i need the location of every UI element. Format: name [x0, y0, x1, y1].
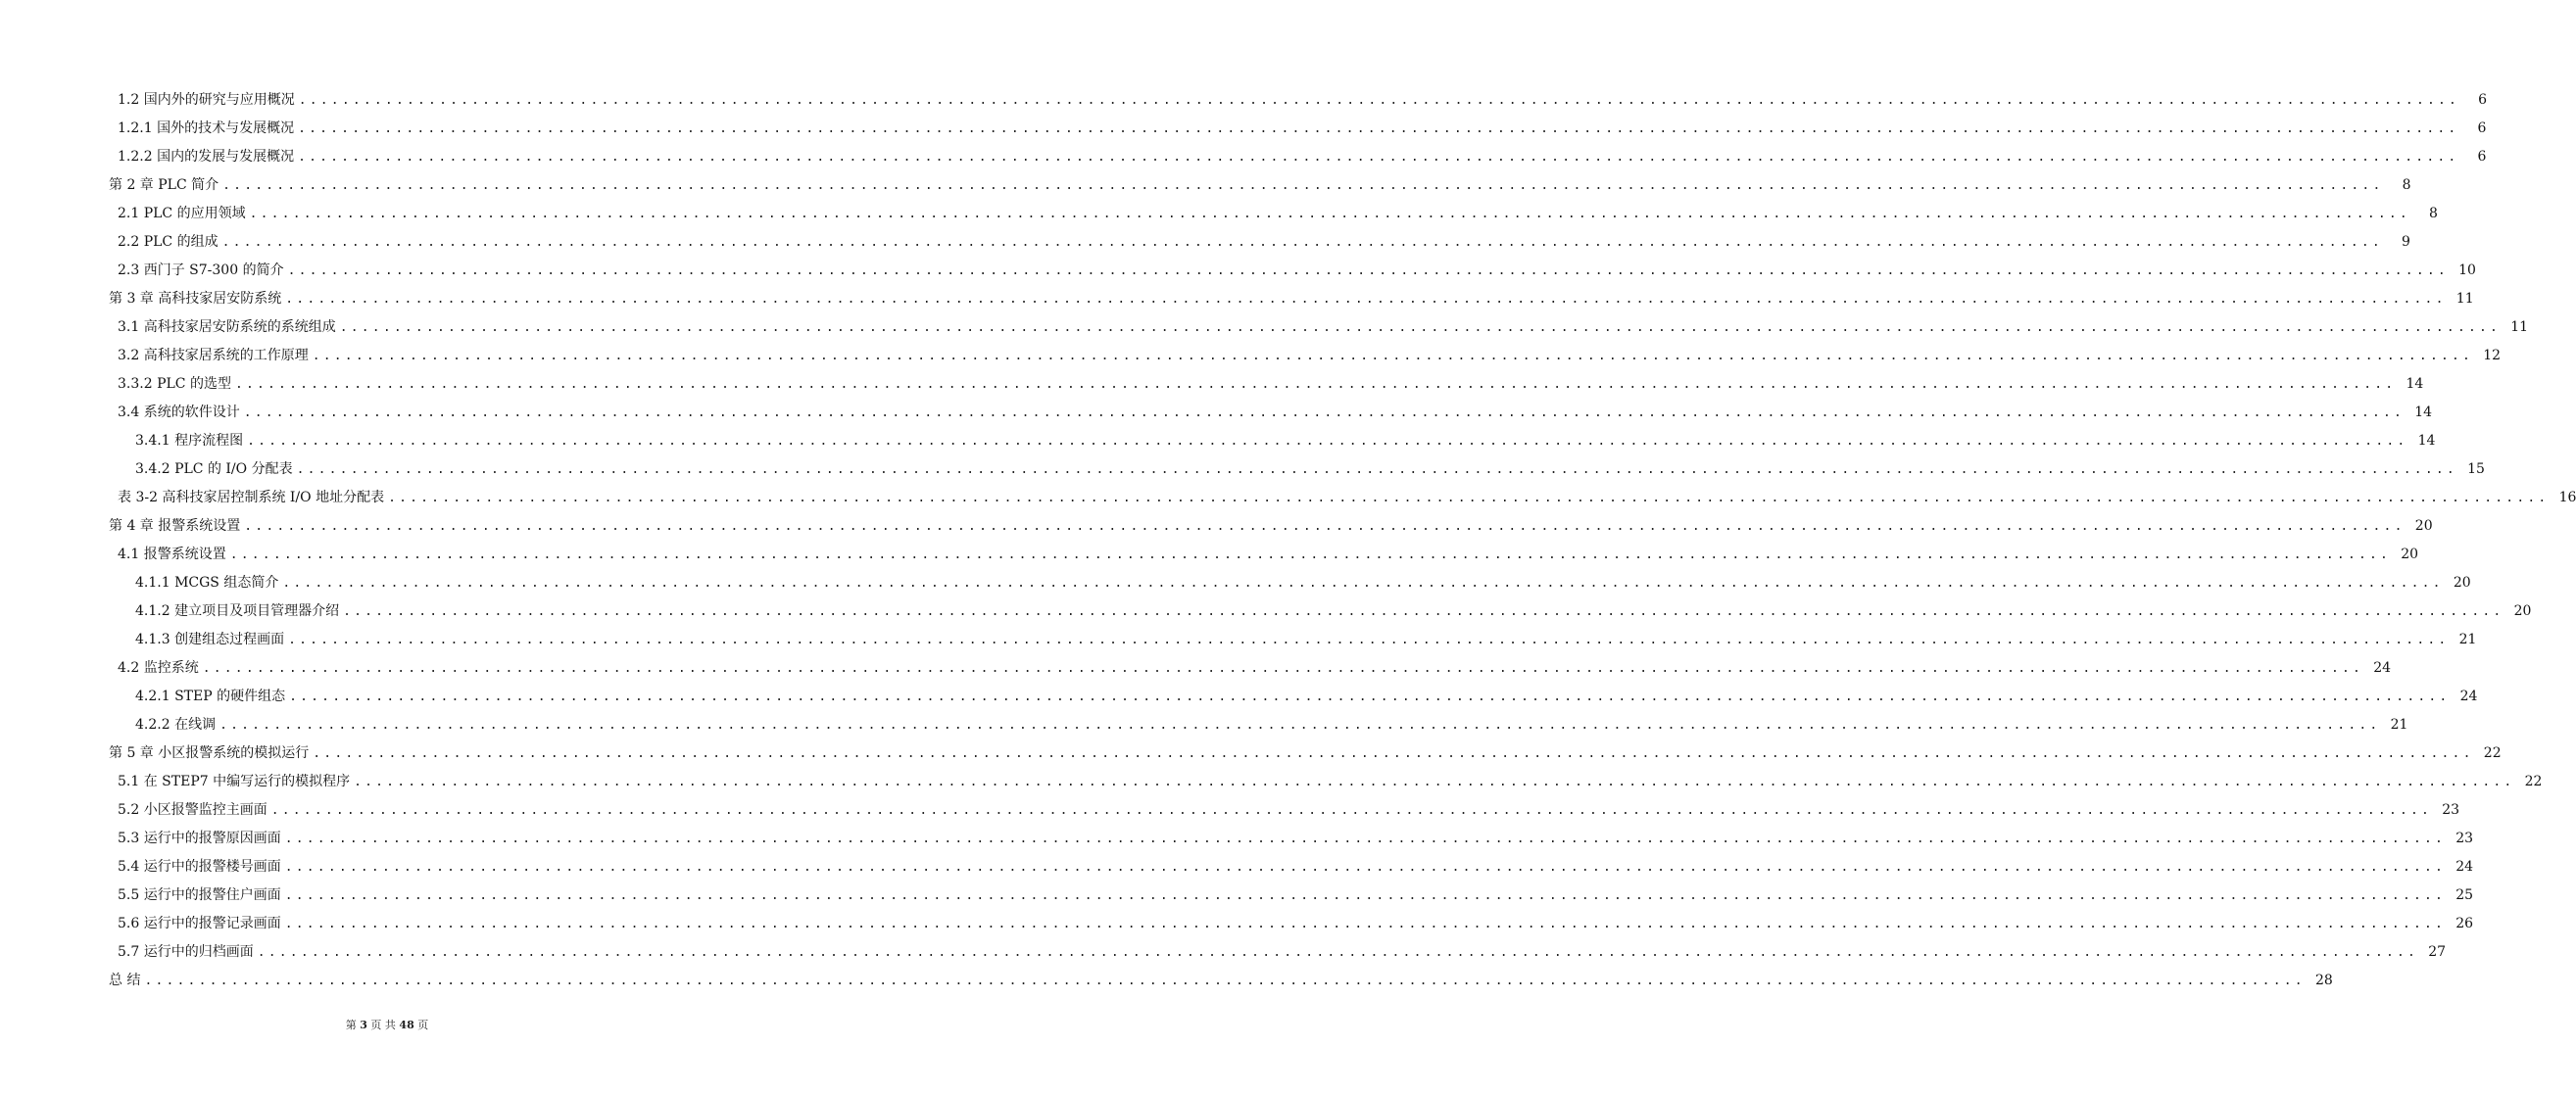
toc-dot-leader: ........................................................................................................................................................................................................: [249, 207, 2410, 221]
toc-dot-leader: ........................................................................................................................................................................................................: [298, 150, 2459, 165]
toc-entry-label: 3.4.1 程序流程图: [135, 433, 244, 449]
toc-entry-page-number: 22: [2483, 745, 2502, 761]
toc-entry-label: 第 4 章 报警系统设置: [109, 518, 241, 534]
toc-dot-leader: ........................................................................................................................................................................................................: [144, 974, 2306, 988]
toc-entry[interactable]: [0, 825, 2474, 853]
toc-entry-label: 3.3.2 PLC 的选型: [118, 376, 231, 392]
toc-dot-leader: ........................................................................................................................................................................................................: [343, 604, 2504, 619]
toc-entry-label: 4.1.2 建立项目及项目管理器介绍: [135, 603, 340, 619]
toc-entry-page-number: 9: [2402, 234, 2410, 250]
toc-entry-label: 5.6 运行中的报警记录画面: [118, 916, 281, 931]
toc-entry-label: 1.2.1 国外的技术与发展概况: [118, 120, 295, 136]
toc-entry-page-number: 6: [2477, 149, 2487, 165]
toc-entry-page-number: 6: [2478, 92, 2488, 108]
toc-entry-label: 1.2.2 国内的发展与发展概况: [118, 149, 295, 165]
toc-entry-page-number: 15: [2467, 461, 2485, 477]
toc-dot-leader: ........................................................................................................................................................................................................: [282, 576, 2444, 591]
toc-entry-label: 2.2 PLC 的组成: [118, 234, 219, 250]
toc-dot-leader: ........................................................................................................................................................................................................: [284, 832, 2447, 846]
toc-entry-label: 4.2.2 在线调: [135, 717, 217, 733]
toc-entry[interactable]: [0, 541, 2419, 569]
toc-dot-leader: ........................................................................................................................................................................................................: [219, 718, 2381, 733]
toc-dot-leader: ........................................................................................................................................................................................................: [388, 491, 2550, 505]
toc-entry[interactable]: [0, 768, 2543, 796]
toc-entry-page-number: 21: [2390, 717, 2408, 733]
toc-entry-label: 第 2 章 PLC 简介: [109, 177, 219, 193]
toc-entry[interactable]: [0, 427, 2436, 455]
toc-entry-page-number: 14: [2414, 405, 2433, 420]
toc-entry-page-number: 16: [2558, 490, 2576, 505]
toc-dot-leader: ........................................................................................................................................................................................................: [234, 377, 2397, 392]
toc-entry-page-number: 20: [2513, 603, 2532, 619]
toc-entry-label: 4.2.1 STEP 的硬件组态: [135, 689, 286, 704]
toc-entry[interactable]: [0, 342, 2502, 370]
toc-entry[interactable]: [0, 796, 2460, 825]
toc-dot-leader: ........................................................................................................................................................................................................: [339, 320, 2502, 335]
toc-entry[interactable]: [0, 200, 2438, 228]
toc-entry[interactable]: [0, 938, 2447, 967]
toc-entry-label: 5.5 运行中的报警住户画面: [118, 887, 281, 903]
toc-entry[interactable]: [0, 86, 2488, 115]
toc-entry[interactable]: [0, 257, 2476, 285]
toc-entry-label: 4.1 报警系统设置: [118, 547, 226, 562]
toc-dot-leader: ........................................................................................................................................................................................................: [243, 405, 2406, 420]
toc-entry[interactable]: [0, 967, 2333, 995]
toc-entry[interactable]: [0, 569, 2471, 597]
toc-dot-leader: ........................................................................................................................................................................................................: [296, 462, 2457, 477]
toc-entry[interactable]: [0, 597, 2532, 626]
toc-entry-page-number: 12: [2483, 348, 2502, 363]
toc-entry-page-number: 11: [2455, 291, 2474, 307]
toc-entry-label: 5.1 在 STEP7 中编写运行的模拟程序: [118, 774, 351, 789]
toc-dot-leader: ........................................................................................................................................................................................................: [312, 349, 2474, 363]
toc-entry[interactable]: [0, 910, 2474, 938]
toc-entry-page-number: 27: [2428, 944, 2447, 960]
toc-dot-leader: ........................................................................................................................................................................................................: [222, 178, 2384, 193]
toc-entry-page-number: 14: [2417, 433, 2436, 449]
toc-entry[interactable]: [0, 171, 2411, 200]
toc-entry[interactable]: [0, 484, 2576, 512]
toc-dot-leader: ........................................................................................................................................................................................................: [247, 434, 2408, 449]
toc-entry-label: 5.2 小区报警监控主画面: [118, 802, 267, 818]
toc-entry[interactable]: [0, 143, 2487, 171]
toc-dot-leader: ........................................................................................................................................................................................................: [285, 292, 2447, 307]
toc-entry[interactable]: [0, 654, 2392, 683]
toc-entry[interactable]: [0, 285, 2474, 313]
toc-entry-label: 第 5 章 小区报警系统的模拟运行: [109, 745, 310, 761]
toc-entry-label: 4.1.3 创建组态过程画面: [135, 632, 285, 647]
toc-entry[interactable]: [0, 228, 2410, 257]
toc-dot-leader: ........................................................................................................................................................................................................: [313, 746, 2474, 761]
toc-entry[interactable]: [0, 853, 2474, 882]
toc-entry-page-number: 24: [2373, 660, 2392, 676]
toc-entry-page-number: 24: [2459, 689, 2478, 704]
toc-entry-page-number: 21: [2458, 632, 2477, 647]
toc-entry-label: 5.3 运行中的报警原因画面: [118, 831, 281, 846]
toc-entry[interactable]: [0, 399, 2433, 427]
toc-entry-label: 2.1 PLC 的应用领域: [118, 206, 246, 221]
page-footer: [0, 1017, 774, 1032]
toc-dot-leader: ........................................................................................................................................................................................................: [354, 775, 2515, 789]
toc-dot-leader: ........................................................................................................................................................................................................: [221, 235, 2383, 250]
toc-entry[interactable]: [0, 711, 2408, 739]
footer-mid: 页 共: [370, 1019, 396, 1031]
toc-entry-page-number: 22: [2524, 774, 2543, 789]
toc-entry[interactable]: [0, 455, 2485, 484]
toc-entry-label: 第 3 章 高科技家居安防系统: [109, 291, 282, 307]
toc-entry-page-number: 20: [2401, 547, 2419, 562]
toc-entry-page-number: 26: [2455, 916, 2474, 931]
footer-total-pages: 48: [399, 1019, 414, 1031]
toc-entry-page-number: 8: [2402, 177, 2411, 193]
toc-dot-leader: ........................................................................................................................................................................................................: [298, 93, 2460, 108]
toc-dot-leader: ........................................................................................................................................................................................................: [244, 519, 2406, 534]
toc-dot-leader: ........................................................................................................................................................................................................: [257, 945, 2419, 960]
toc-entry-page-number: 23: [2442, 802, 2460, 818]
toc-entry-page-number: 8: [2429, 206, 2438, 221]
toc-entry-page-number: 28: [2314, 973, 2333, 988]
toc-entry[interactable]: [0, 739, 2502, 768]
toc-entry-page-number: 10: [2458, 262, 2476, 278]
toc-entry-label: 1.2 国内外的研究与应用概况: [118, 92, 295, 108]
toc-entry[interactable]: [0, 626, 2477, 654]
toc-entry-label: 3.1 高科技家居安防系统的系统组成: [118, 319, 336, 335]
toc-entry-label: 总 结: [109, 973, 141, 988]
toc-entry-page-number: 20: [2453, 575, 2471, 591]
toc-entry[interactable]: [0, 115, 2487, 143]
toc-entry-page-number: 6: [2477, 120, 2487, 136]
toc-entry[interactable]: [0, 370, 2424, 399]
toc-entry-page-number: 23: [2455, 831, 2474, 846]
toc-entry-page-number: 14: [2406, 376, 2424, 392]
toc-entry-label: 3.2 高科技家居系统的工作原理: [118, 348, 309, 363]
toc-entry-label: 5.7 运行中的归档画面: [118, 944, 254, 960]
footer-prefix: 第: [345, 1019, 357, 1031]
toc-dot-leader: ........................................................................................................................................................................................................: [289, 690, 2451, 704]
toc-entry-page-number: 25: [2455, 887, 2474, 903]
table-of-contents: [0, 86, 2576, 995]
toc-dot-leader: ........................................................................................................................................................................................................: [287, 263, 2449, 278]
toc-entry[interactable]: [0, 882, 2474, 910]
toc-entry-page-number: 11: [2510, 319, 2529, 335]
footer-current-page: 3: [360, 1019, 367, 1031]
toc-entry-label: 3.4.2 PLC 的 I/O 分配表: [135, 461, 293, 477]
toc-entry[interactable]: [0, 313, 2529, 342]
toc-entry-page-number: 24: [2455, 859, 2474, 875]
toc-dot-leader: ........................................................................................................................................................................................................: [270, 803, 2433, 818]
toc-entry-page-number: 20: [2414, 518, 2433, 534]
toc-entry[interactable]: [0, 683, 2478, 711]
toc-dot-leader: ........................................................................................................................................................................................................: [284, 860, 2447, 875]
toc-entry-label: 4.1.1 MCGS 组态简介: [135, 575, 279, 591]
toc-entry-label: 3.4 系统的软件设计: [118, 405, 240, 420]
toc-dot-leader: ........................................................................................................................................................................................................: [202, 661, 2364, 676]
toc-entry-label: 5.4 运行中的报警楼号画面: [118, 859, 281, 875]
toc-entry[interactable]: [0, 512, 2433, 541]
toc-entry-label: 表 3-2 高科技家居控制系统 I/O 地址分配表: [118, 490, 385, 505]
toc-dot-leader: ........................................................................................................................................................................................................: [298, 121, 2459, 136]
toc-entry-label: 2.3 西门子 S7-300 的简介: [118, 262, 284, 278]
toc-dot-leader: ........................................................................................................................................................................................................: [288, 633, 2450, 647]
toc-dot-leader: ........................................................................................................................................................................................................: [229, 548, 2392, 562]
toc-dot-leader: ........................................................................................................................................................................................................: [284, 917, 2447, 931]
toc-dot-leader: ........................................................................................................................................................................................................: [284, 888, 2447, 903]
toc-entry-label: 4.2 监控系统: [118, 660, 199, 676]
footer-suffix: 页: [417, 1019, 429, 1031]
